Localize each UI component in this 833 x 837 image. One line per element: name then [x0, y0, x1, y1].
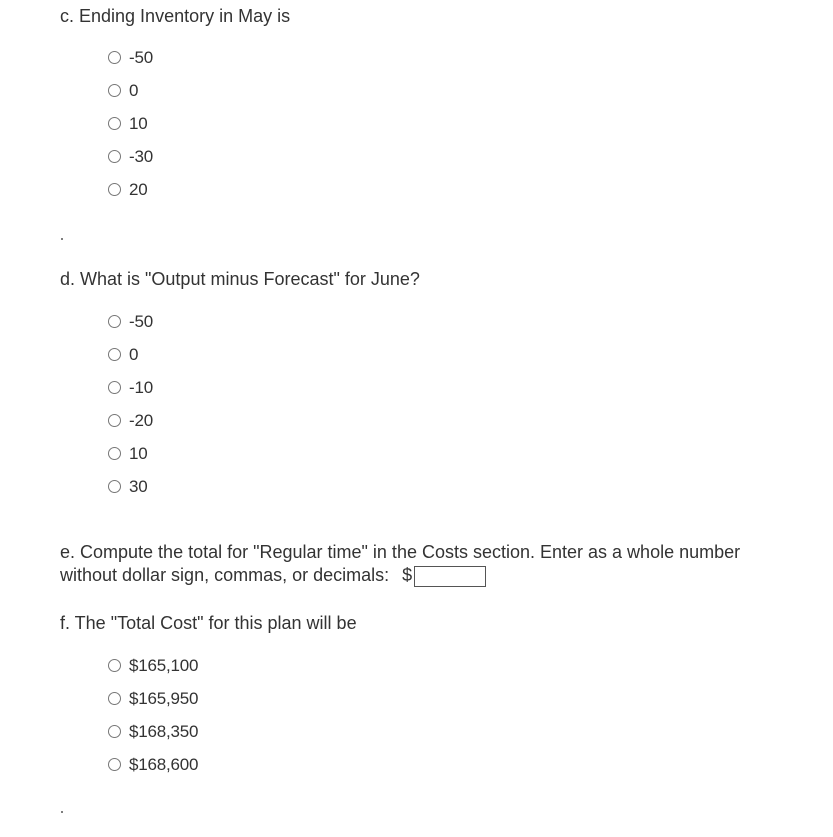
- question-c-option-3[interactable]: [108, 107, 153, 140]
- radio-button[interactable]: [108, 183, 121, 196]
- question-d-option-2[interactable]: [108, 338, 153, 371]
- question-e-prompt-line2-row: [60, 564, 820, 587]
- option-label: 0: [129, 344, 139, 364]
- option-label: 10: [129, 443, 148, 463]
- radio-button[interactable]: [108, 480, 121, 493]
- question-c-prompt: c. Ending Inventory in May is: [60, 6, 291, 26]
- separator-dot: [61, 238, 63, 240]
- question-f-options: [108, 649, 198, 781]
- option-label: -50: [129, 47, 153, 67]
- radio-button[interactable]: [108, 315, 121, 328]
- question-d-option-5[interactable]: [108, 437, 153, 470]
- radio-button[interactable]: [108, 117, 121, 130]
- question-e-prompt-line2: without dollar sign, commas, or decimals:: [60, 565, 390, 585]
- radio-button[interactable]: [108, 447, 121, 460]
- question-f-option-3[interactable]: [108, 715, 198, 748]
- question-e: [60, 541, 820, 587]
- option-label: 30: [129, 476, 148, 496]
- question-d-option-4[interactable]: [108, 404, 153, 437]
- radio-button[interactable]: [108, 659, 121, 672]
- radio-button[interactable]: [108, 758, 121, 771]
- option-label: $165,100: [129, 655, 199, 675]
- radio-button[interactable]: [108, 725, 121, 738]
- radio-button[interactable]: [108, 381, 121, 394]
- option-label: 0: [129, 80, 139, 100]
- question-f-prompt: f. The "Total Cost" for this plan will be: [60, 613, 357, 633]
- question-c-option-1[interactable]: [108, 41, 153, 74]
- question-c-option-2[interactable]: [108, 74, 153, 107]
- question-f-option-4[interactable]: [108, 748, 198, 781]
- question-c-option-5[interactable]: [108, 173, 153, 206]
- question-e-prompt-line1: e. Compute the total for "Regular time" in the Costs section. Enter as a whole number: [60, 542, 741, 562]
- question-d-options: [108, 305, 153, 503]
- question-d-prompt: d. What is "Output minus Forecast" for June?: [60, 269, 420, 289]
- option-label: 10: [129, 113, 148, 133]
- question-c-options: [108, 41, 153, 206]
- question-f-option-2[interactable]: [108, 682, 198, 715]
- radio-button[interactable]: [108, 150, 121, 163]
- radio-button[interactable]: [108, 414, 121, 427]
- currency-symbol: $: [402, 565, 413, 585]
- option-label: -20: [129, 410, 153, 430]
- question-c-option-4[interactable]: [108, 140, 153, 173]
- option-label: -30: [129, 146, 153, 166]
- option-label: $168,350: [129, 721, 199, 741]
- regular-time-total-input[interactable]: [414, 566, 486, 587]
- question-d-option-1[interactable]: [108, 305, 153, 338]
- radio-button[interactable]: [108, 84, 121, 97]
- option-label: -10: [129, 377, 153, 397]
- radio-button[interactable]: [108, 692, 121, 705]
- option-label: $165,950: [129, 688, 199, 708]
- option-label: 20: [129, 179, 148, 199]
- question-d-option-6[interactable]: [108, 470, 153, 503]
- radio-button[interactable]: [108, 348, 121, 361]
- radio-button[interactable]: [108, 51, 121, 64]
- option-label: -50: [129, 311, 153, 331]
- separator-dot: [61, 811, 63, 813]
- option-label: $168,600: [129, 754, 199, 774]
- question-f-option-1[interactable]: [108, 649, 198, 682]
- question-d-option-3[interactable]: [108, 371, 153, 404]
